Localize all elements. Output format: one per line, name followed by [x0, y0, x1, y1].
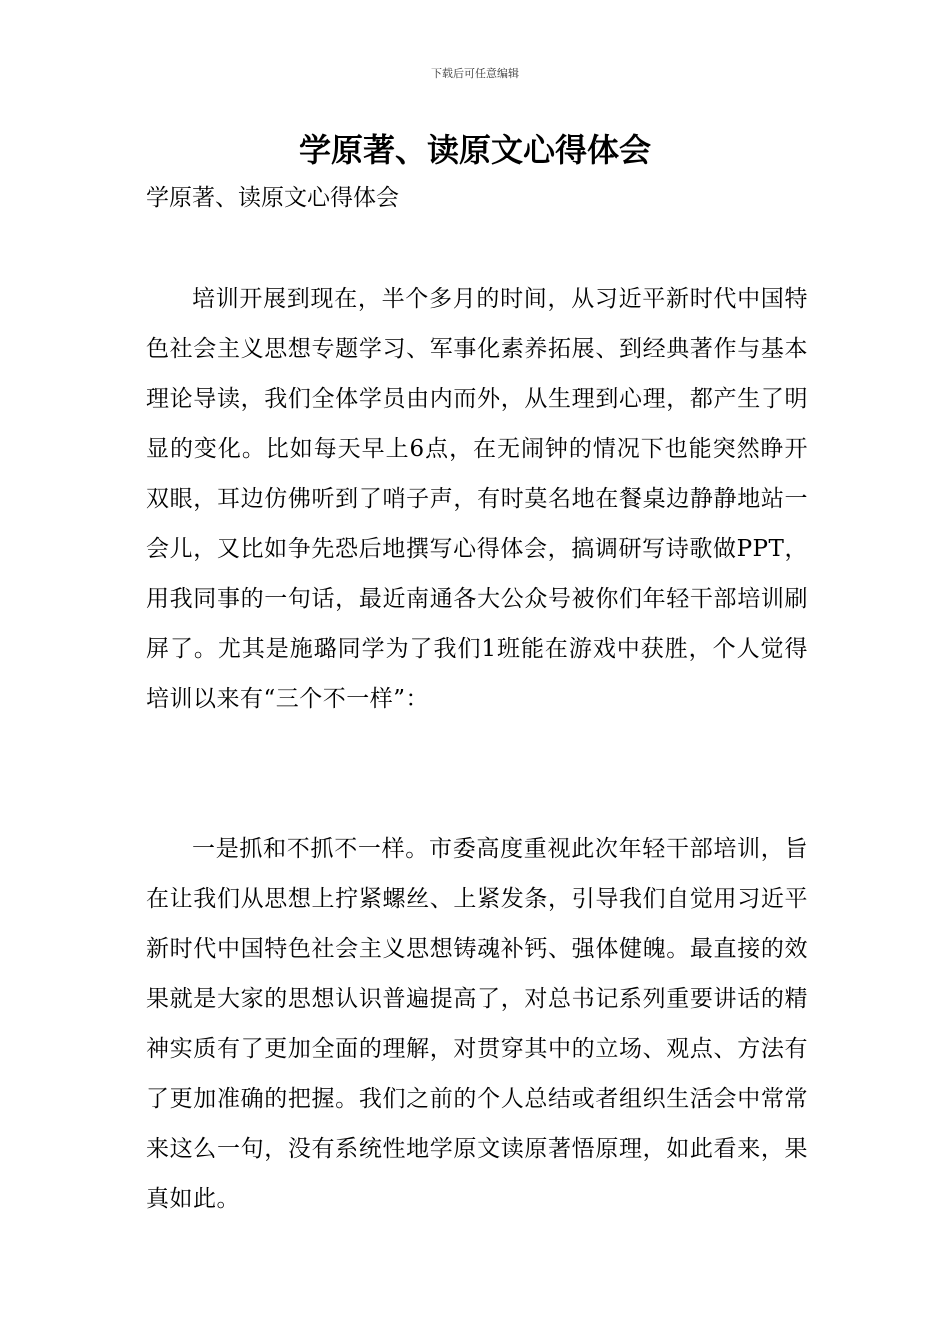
body-paragraph: 一是抓和不抓不一样。市委高度重视此次年轻干部培训，旨在让我们从思想上拧紧螺丝、上紧发条，引导我们自觉用习近平新时代中国特色社会主义思想铸魂补钙、强体健魄。最直接的效果就是大家的思想认识普遍提高了，对总书记系列重要讲话的精神实质有了更加全面的理解，对贯穿其中的立场、观点、方法有了更加准确的把握。我们之前的个人总结或者组织生活会中常常来这么一句，没有系统性地学原文读原著悟原理，如此看来，果真如此。 [146, 836, 808, 1212]
document-subtitle: 学原著、读原文心得体会 [146, 185, 399, 211]
document-title: 学原著、读原文心得体会 [298, 131, 651, 169]
body-paragraph: 培训开展到现在，半个多月的时间，从习近平新时代中国特色社会主义思想专题学习、军事化素养拓展、到经典著作与基本理论导读，我们全体学员由内而外，从生理到心理，都产生了明显的变化。比如每天早上6点，在无闹钟的情况下也能突然睁开双眼，耳边仿佛听到了哨子声，有时莫名地在餐桌边静静地站一会儿，又比如争先恐后地撰写心得体会，搞调研写诗歌做PPT，用我同事的一句话，最近南通各大公众号被你们年轻干部培训刷屏了。尤其是施璐同学为了我们1班能在游戏中获胜，个人觉得培训以来有“三个不一样”： [146, 286, 808, 712]
header-note: 下载后可任意编辑 [431, 67, 519, 80]
